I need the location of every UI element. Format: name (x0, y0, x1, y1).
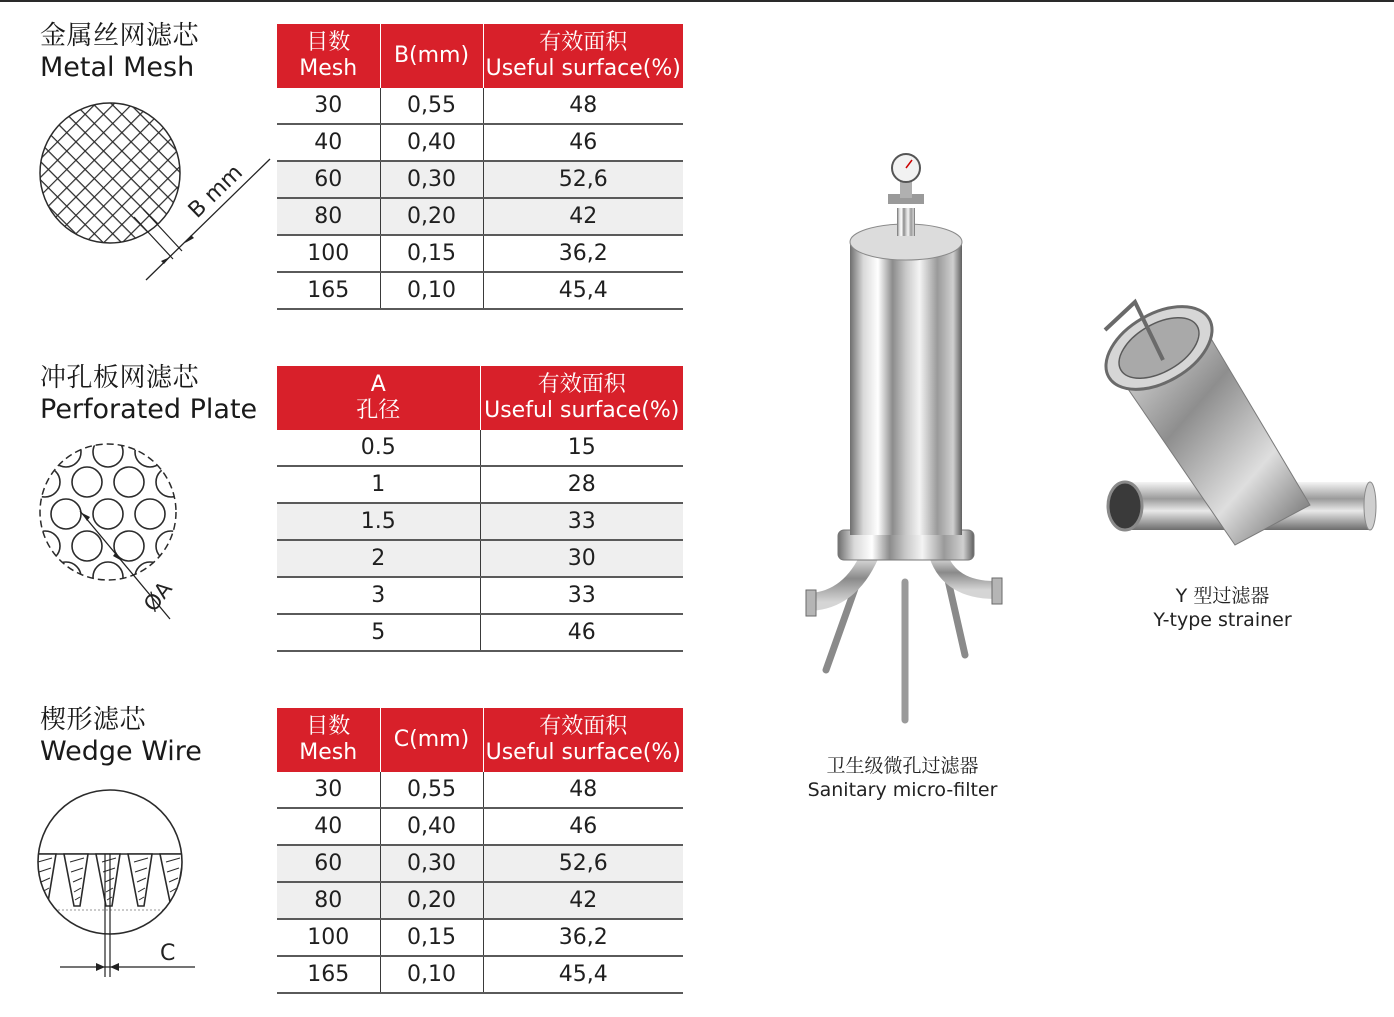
cell: 60 (277, 845, 380, 882)
table-row (277, 614, 683, 651)
cell: 33 (480, 503, 683, 540)
cell: 0,30 (380, 845, 483, 882)
perforated-plate-diagram (30, 435, 270, 630)
cell: 52,6 (483, 845, 683, 882)
wedge-wire-table (277, 708, 683, 994)
cell: 0,15 (380, 235, 483, 272)
wedge-wire-title (40, 706, 202, 767)
cell: 0,40 (380, 808, 483, 845)
cell: 48 (483, 772, 683, 808)
table-row (277, 503, 683, 540)
metal-mesh-diagram (30, 95, 275, 290)
cell: 165 (277, 272, 380, 309)
cell: 0,15 (380, 919, 483, 956)
cell: 46 (483, 124, 683, 161)
header-a-diameter: A 孔径 (277, 366, 480, 430)
y-strainer-caption (1110, 584, 1335, 632)
cell: 52,6 (483, 161, 683, 198)
sanitary-filter-caption-zh: 卫生级微孔过滤器 (826, 755, 979, 777)
perforated-plate-header-row (277, 366, 683, 430)
metal-mesh-title (40, 22, 199, 83)
cell: 36,2 (483, 919, 683, 956)
cell: 3 (277, 577, 480, 614)
wedge-profile-icon (30, 782, 210, 982)
table-row (277, 772, 683, 808)
cell: 30 (277, 88, 380, 124)
cell: 80 (277, 198, 380, 235)
perforated-plate-title-zh: 冲孔板网滤芯 (40, 363, 200, 393)
cell: 15 (480, 430, 683, 466)
table-row (277, 161, 683, 198)
cell: 2 (277, 540, 480, 577)
perforation-holes-icon (30, 437, 186, 592)
cell: 0,10 (380, 272, 483, 309)
cell: 0,40 (380, 124, 483, 161)
header-b-mm: B(mm) (380, 24, 483, 88)
sanitary-micro-filter-image (800, 150, 1015, 730)
cell: 30 (277, 772, 380, 808)
table-row (277, 466, 683, 503)
table-row (277, 124, 683, 161)
header-c-mm: C(mm) (380, 708, 483, 772)
y-strainer-caption-zh: Y 型过滤器 (1175, 585, 1270, 607)
wedge-wire-c-label: C (160, 941, 176, 966)
cell: 42 (483, 882, 683, 919)
wedge-wire-title-zh: 楔形滤芯 (40, 705, 147, 735)
wedge-wire-header-row (277, 708, 683, 772)
cell: 1.5 (277, 503, 480, 540)
perforated-plate-title-en: Perforated Plate (40, 393, 258, 425)
metal-mesh-table (277, 24, 683, 310)
cell: 46 (483, 808, 683, 845)
cell: 48 (483, 88, 683, 124)
cell: 0,30 (380, 161, 483, 198)
metal-mesh-header-row (277, 24, 683, 88)
header-useful-surface: 有效面积 Useful surface(%) (483, 24, 683, 88)
perforated-plate-table (277, 366, 683, 652)
table-row (277, 808, 683, 845)
perforated-plate-a-label: ØA (139, 576, 177, 617)
cell: 0,55 (380, 772, 483, 808)
metal-mesh-title-en: Metal Mesh (40, 51, 195, 83)
table-row (277, 198, 683, 235)
cell: 42 (483, 198, 683, 235)
cell: 0,10 (380, 956, 483, 993)
cell: 30 (480, 540, 683, 577)
wedge-wire-title-en: Wedge Wire (40, 735, 202, 767)
cell: 40 (277, 808, 380, 845)
metal-mesh-b-label: B mm (183, 160, 248, 224)
cell: 0,20 (380, 198, 483, 235)
table-row (277, 272, 683, 309)
perforated-plate-title (40, 364, 257, 425)
cell: 60 (277, 161, 380, 198)
table-row (277, 845, 683, 882)
table-row (277, 919, 683, 956)
table-row (277, 540, 683, 577)
sanitary-filter-caption (790, 754, 1015, 802)
cell: 5 (277, 614, 480, 651)
table-row (277, 88, 683, 124)
cell: 28 (480, 466, 683, 503)
cell: 0,55 (380, 88, 483, 124)
y-strainer-caption-en: Y-type strainer (1153, 609, 1292, 631)
cell: 0,20 (380, 882, 483, 919)
top-border (0, 0, 1394, 2)
cell: 33 (480, 577, 683, 614)
table-row (277, 956, 683, 993)
cell: 80 (277, 882, 380, 919)
header-useful-surface: 有效面积 Useful surface(%) (483, 708, 683, 772)
cell: 1 (277, 466, 480, 503)
y-type-strainer-image (1095, 290, 1380, 560)
cell: 100 (277, 235, 380, 272)
header-mesh: 目数 Mesh (277, 24, 380, 88)
table-row (277, 430, 683, 466)
cell: 36,2 (483, 235, 683, 272)
header-mesh: 目数 Mesh (277, 708, 380, 772)
cell: 0.5 (277, 430, 480, 466)
metal-mesh-title-zh: 金属丝网滤芯 (40, 21, 200, 51)
header-useful-surface: 有效面积 Useful surface(%) (480, 366, 683, 430)
table-row (277, 882, 683, 919)
cell: 46 (480, 614, 683, 651)
cell: 40 (277, 124, 380, 161)
sanitary-filter-caption-en: Sanitary micro-filter (807, 779, 998, 801)
cell: 165 (277, 956, 380, 993)
table-row (277, 235, 683, 272)
cell: 45,4 (483, 956, 683, 993)
wedge-wire-diagram (30, 782, 210, 982)
cell: 100 (277, 919, 380, 956)
table-row (277, 577, 683, 614)
cell: 45,4 (483, 272, 683, 309)
